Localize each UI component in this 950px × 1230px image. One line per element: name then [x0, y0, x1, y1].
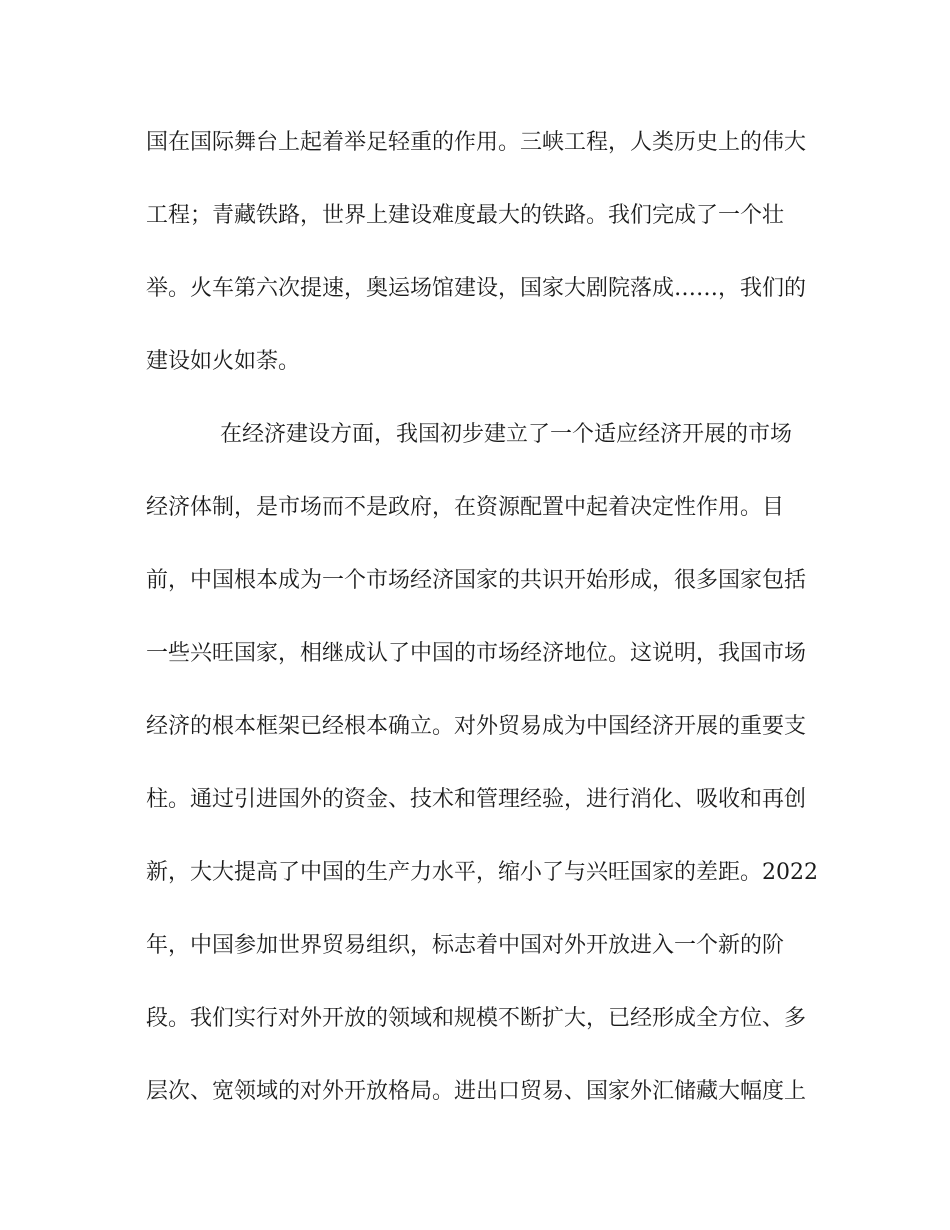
text-line: 新，大大提高了中国的生产力水平，缩小了与兴旺国家的差距。2022: [146, 860, 818, 885]
text-line: 举。火车第六次提速，奥运场馆建设，国家大剧院落成……，我们的: [146, 276, 807, 301]
text-line: 经济的根本框架已经根本确立。对外贸易成为中国经济开展的重要支: [146, 714, 807, 739]
text-line: 前，中国根本成为一个市场经济国家的共识开始形成，很多国家包括: [146, 568, 807, 593]
text-line: 一些兴旺国家，相继成认了中国的市场经济地位。这说明，我国市场: [146, 641, 807, 666]
text-line: 层次、宽领域的对外开放格局。进出口贸易、国家外汇储藏大幅度上: [146, 1079, 807, 1104]
text-line: 建设如火如荼。: [146, 349, 301, 374]
paragraph-first-line: 在经济建设方面，我国初步建立了一个适应经济开展的市场: [220, 422, 793, 447]
text-line: 经济体制，是市场而不是政府，在资源配置中起着决定性作用。目: [146, 495, 785, 520]
text-line: 年，中国参加世界贸易组织，标志着中国对外开放进入一个新的阶: [146, 933, 785, 958]
text-line: 工程；青藏铁路，世界上建设难度最大的铁路。我们完成了一个壮: [146, 203, 785, 228]
text-line: 柱。通过引进国外的资金、技术和管理经验，进行消化、吸收和再创: [146, 787, 807, 812]
text-line: 段。我们实行对外开放的领域和规模不断扩大，已经形成全方位、多: [146, 1006, 807, 1031]
text-line: 国在国际舞台上起着举足轻重的作用。三峡工程，人类历史上的伟大: [146, 130, 807, 155]
